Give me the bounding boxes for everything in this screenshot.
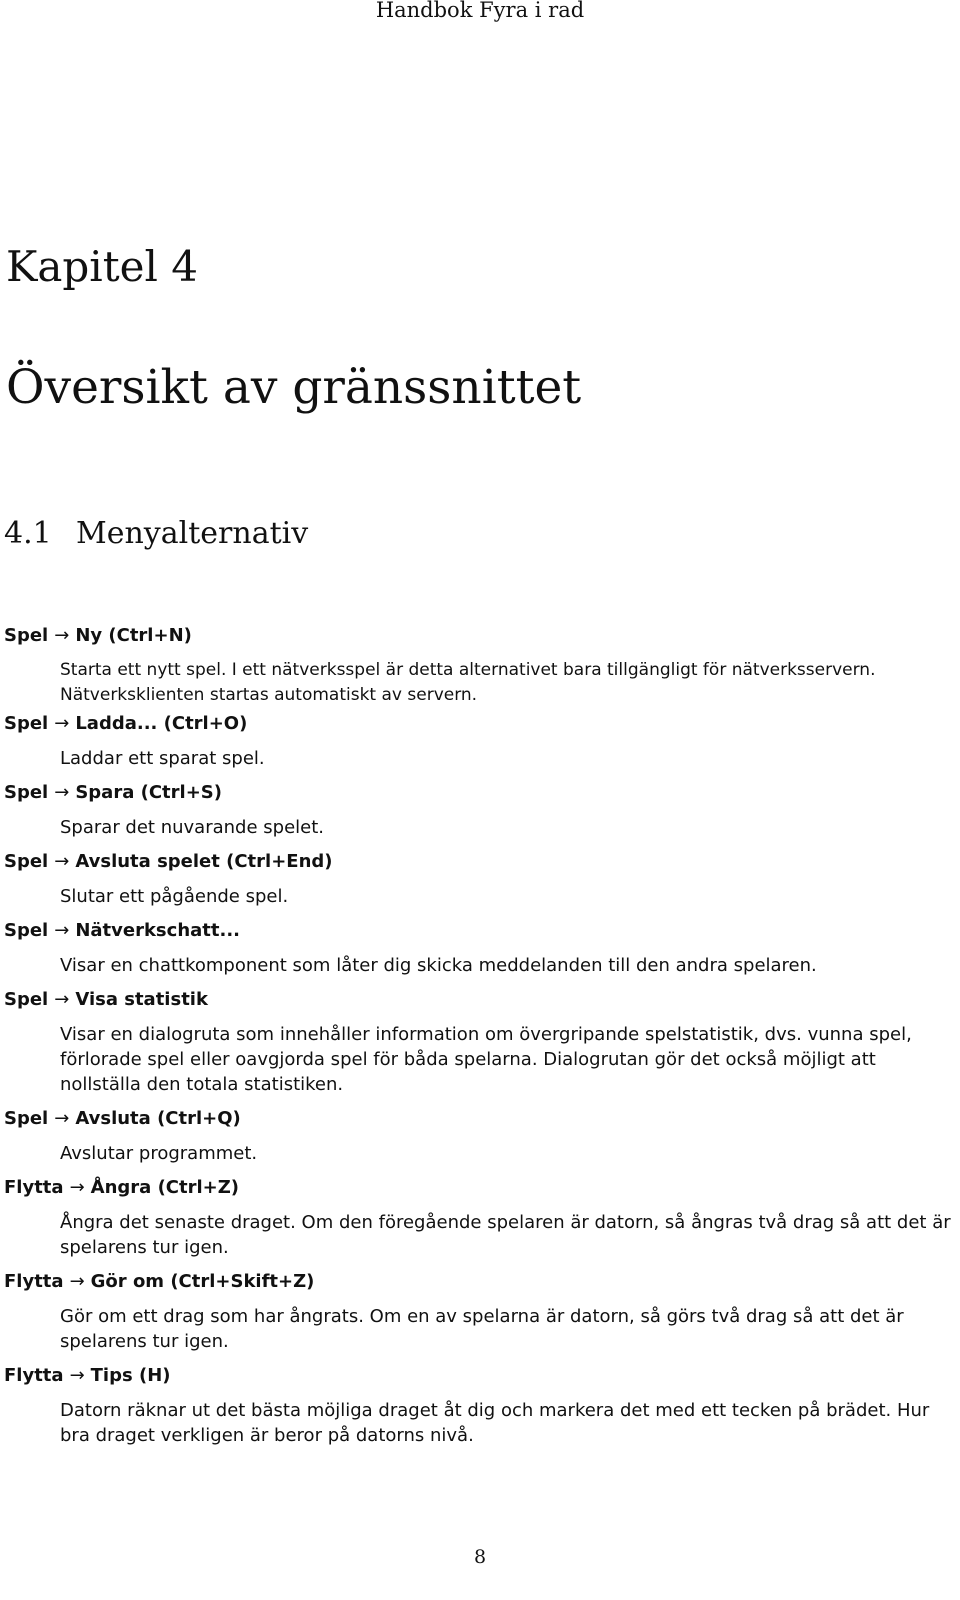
- menu-entry: [4, 712, 954, 771]
- menu-entry-description: Visar en chattkomponent som låter dig skicka meddelanden till den andra spelaren.: [60, 955, 817, 976]
- menu-entry: [4, 781, 954, 840]
- menu-entry-description: Avslutar programmet.: [60, 1143, 258, 1164]
- menu-item: Tips (H): [90, 1365, 171, 1386]
- arrow-icon: →: [54, 851, 70, 872]
- menu-entry-description: Laddar ett sparat spel.: [60, 748, 265, 769]
- running-header: Handbok Fyra i rad: [375, 0, 585, 22]
- section-title: Menyalternativ: [76, 516, 309, 551]
- menu-item: Ångra (Ctrl+Z): [90, 1177, 240, 1198]
- menu-entry: [4, 1176, 954, 1260]
- menu-entry: [4, 988, 954, 1097]
- menu-entry: [4, 624, 954, 708]
- menu-name: Spel: [4, 625, 49, 646]
- chapter-label: Kapitel 4: [6, 242, 198, 291]
- menu-entry: [4, 1270, 954, 1354]
- menu-entry-term: [4, 1270, 954, 1294]
- menu-item: Ny (Ctrl+N): [75, 625, 192, 646]
- menu-entry-description: Visar en dialogruta som innehåller information om övergripande spelstatistik, dvs. vunna spel, förlorade spel eller oavgjorda spel för båda spelarna. Dialogrutan gör det också möjligt att nollställa den totala statistiken.: [60, 1024, 912, 1095]
- arrow-icon: →: [69, 1365, 85, 1386]
- menu-entry-description: Gör om ett drag som har ångrats. Om en av spelarna är datorn, så görs två drag så att det är spelarens tur igen.: [60, 1306, 904, 1352]
- menu-entry-term: [4, 919, 954, 943]
- menu-entry: [4, 1107, 954, 1166]
- menu-item: Ladda... (Ctrl+O): [75, 713, 248, 734]
- menu-entry: [4, 850, 954, 909]
- menu-name: Spel: [4, 713, 49, 734]
- arrow-icon: →: [54, 713, 70, 734]
- menu-name: Spel: [4, 782, 49, 803]
- menu-name: Spel: [4, 851, 49, 872]
- menu-entry-description: Ångra det senaste draget. Om den föregående spelaren är datorn, så ångras två drag så att det är spelarens tur igen.: [60, 1212, 951, 1258]
- menu-entry-description: Sparar det nuvarande spelet.: [60, 817, 325, 838]
- menu-entry-description: Starta ett nytt spel. I ett nätverksspel är detta alternativet bara tillgängligt för nätverksservern. Nätverksklienten startas automatiskt av servern.: [60, 660, 876, 705]
- menu-entry-term: [4, 850, 954, 874]
- menu-entry: [4, 1364, 954, 1448]
- menu-name: Spel: [4, 920, 49, 941]
- menu-entry-term: [4, 781, 954, 805]
- arrow-icon: →: [54, 920, 70, 941]
- arrow-icon: →: [69, 1177, 85, 1198]
- menu-entry-term: [4, 1364, 954, 1388]
- menu-entry-description: Datorn räknar ut det bästa möjliga draget åt dig och markera det med ett tecken på brädet. Hur bra draget verkligen är beror på datorns nivå.: [60, 1400, 930, 1446]
- arrow-icon: →: [54, 782, 70, 803]
- menu-entry-term: [4, 1176, 954, 1200]
- menu-item: Nätverkschatt...: [75, 920, 240, 941]
- menu-name: Flytta: [4, 1177, 64, 1198]
- menu-item: Gör om (Ctrl+Skift+Z): [90, 1271, 315, 1292]
- menu-entry-term: [4, 988, 954, 1012]
- menu-entry: [4, 919, 954, 978]
- menu-item: Avsluta spelet (Ctrl+End): [75, 851, 333, 872]
- menu-name: Flytta: [4, 1271, 64, 1292]
- arrow-icon: →: [54, 989, 70, 1010]
- menu-name: Spel: [4, 1108, 49, 1129]
- section-number: 4.1: [4, 516, 52, 551]
- menu-entry-term: [4, 1107, 954, 1131]
- chapter-title: Översikt av gränssnittet: [6, 360, 582, 415]
- arrow-icon: →: [54, 1108, 70, 1129]
- arrow-icon: →: [69, 1271, 85, 1292]
- menu-name: Spel: [4, 989, 49, 1010]
- menu-item: Spara (Ctrl+S): [75, 782, 222, 803]
- section-heading: [4, 516, 308, 551]
- menu-item: Avsluta (Ctrl+Q): [75, 1108, 241, 1129]
- menu-entry-term: [4, 624, 954, 648]
- menu-entries-list: [4, 624, 954, 1448]
- menu-entry-term: [4, 712, 954, 736]
- menu-item: Visa statistik: [75, 989, 208, 1010]
- arrow-icon: →: [54, 625, 70, 646]
- menu-entry-description: Slutar ett pågående spel.: [60, 886, 289, 907]
- page-number: 8: [473, 1546, 487, 1568]
- menu-name: Flytta: [4, 1365, 64, 1386]
